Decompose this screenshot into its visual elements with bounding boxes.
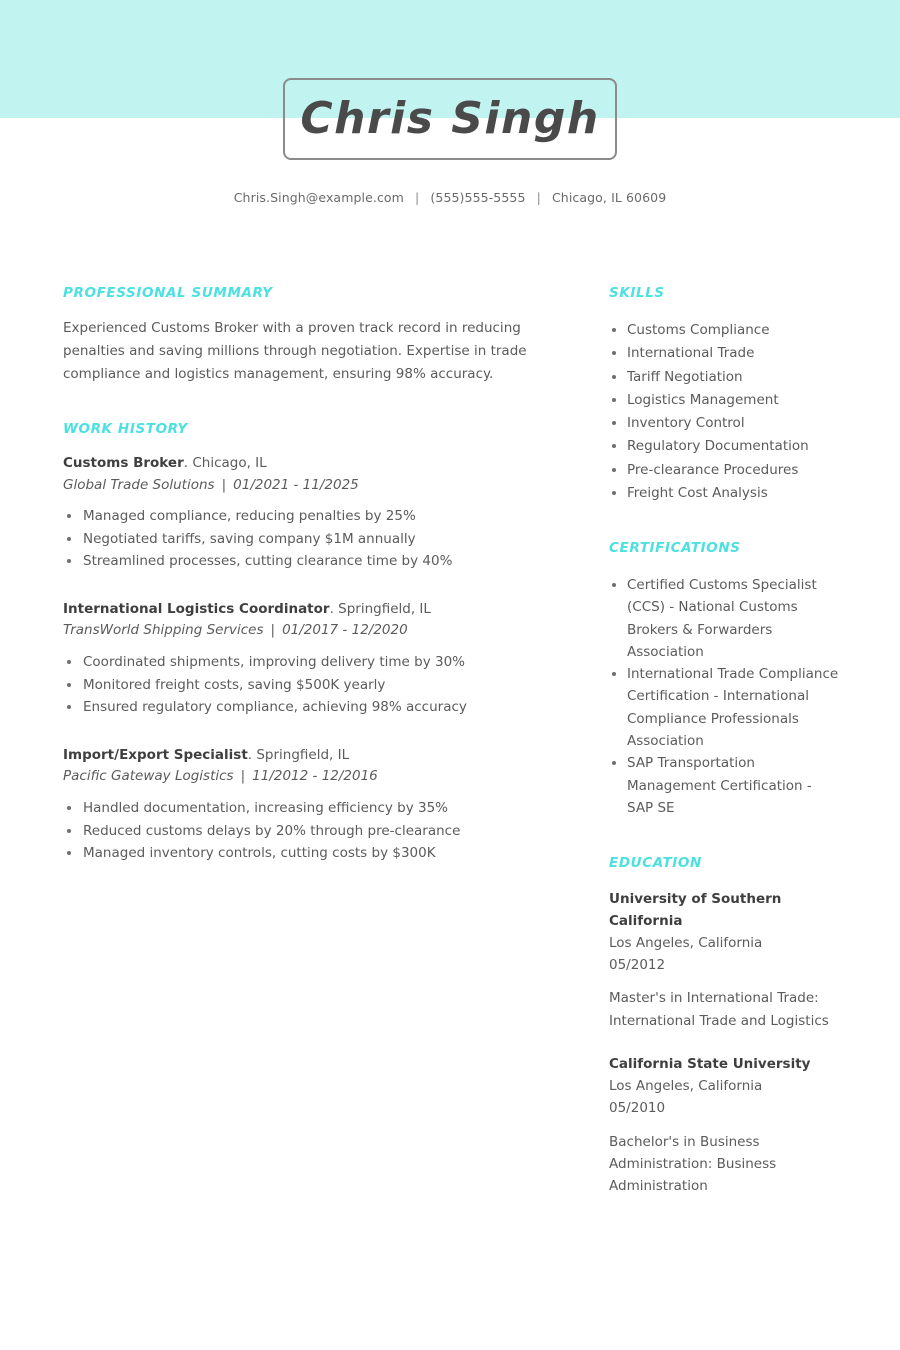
left-column: [63, 285, 533, 898]
job-company: Global Trade Solutions: [63, 476, 215, 493]
certification-item: SAP Transportation Management Certification - SAP SE: [609, 752, 839, 819]
job-bullet: Monitored freight costs, saving $500K yearly: [63, 674, 533, 696]
contact-separator-2: |: [536, 190, 541, 205]
education-degree: Bachelor's in Business Administration: Business Administration: [609, 1133, 777, 1195]
contact-location: Chicago, IL 60609: [551, 190, 667, 205]
section-work-history: [63, 421, 533, 865]
job-dates: 01/2017 - 12/2020: [282, 622, 408, 639]
job-bullet-list: [63, 797, 533, 864]
job-meta-separator: |: [240, 768, 246, 785]
section-heading-education: EDUCATION: [609, 855, 702, 872]
job-title: International Logistics Coordinator: [63, 600, 330, 617]
section-skills: [609, 285, 839, 504]
certifications-list: [609, 574, 839, 819]
education-school: University of Southern California: [609, 891, 782, 929]
job-meta-line: [63, 766, 533, 788]
section-professional-summary: [63, 285, 533, 387]
section-heading-work-history: WORK HISTORY: [63, 420, 188, 437]
section-education: [609, 855, 839, 1197]
skill-item: Logistics Management: [609, 389, 839, 411]
job-meta-line: [63, 620, 533, 642]
education-school: California State University: [609, 1056, 811, 1073]
skill-item: Tariff Negotiation: [609, 366, 839, 388]
page-title: Chris Singh: [300, 93, 600, 144]
job-location: . Springfield, IL: [247, 746, 350, 763]
job-title-line: [63, 599, 533, 621]
job-title-line: [63, 745, 533, 767]
job-bullet: Streamlined processes, cutting clearance time by 40%: [63, 550, 533, 572]
job-bullet: Handled documentation, increasing efficiency by 35%: [63, 797, 533, 819]
job-title-line: [63, 453, 533, 475]
skill-item: Pre-clearance Procedures: [609, 459, 839, 481]
right-column: [609, 285, 839, 1233]
skills-list: [609, 319, 839, 504]
professional-summary-text: Experienced Customs Broker with a proven track record in reducing penalties and saving millions through negotiation. Expertise in trade compliance and logistics management, ensuring 98% accuracy.: [63, 320, 527, 383]
job-title: Customs Broker: [63, 454, 184, 471]
job-bullet: Negotiated tariffs, saving company $1M annually: [63, 528, 533, 550]
job-title: Import/Export Specialist: [63, 746, 248, 763]
skill-item: Regulatory Documentation: [609, 435, 839, 457]
education-date: 05/2012: [609, 956, 666, 973]
contact-phone[interactable]: (555)555-5555: [430, 190, 526, 205]
education-degree: Master's in International Trade: International Trade and Logistics: [609, 990, 829, 1029]
skill-item: Freight Cost Analysis: [609, 482, 839, 504]
job-entry: [63, 599, 533, 719]
job-entry: [63, 745, 533, 865]
certification-item: Certified Customs Specialist (CCS) - National Customs Brokers & Forwarders Association: [609, 574, 839, 663]
job-company: Pacific Gateway Logistics: [63, 768, 234, 785]
certification-item: International Trade Compliance Certification - International Compliance Professionals Association: [609, 663, 839, 752]
job-bullet-list: [63, 505, 533, 572]
job-location: . Chicago, IL: [183, 454, 267, 471]
job-bullet: Reduced customs delays by 20% through pre-clearance: [63, 820, 533, 842]
job-bullet: Managed compliance, reducing penalties by 25%: [63, 505, 533, 527]
contact-email[interactable]: Chris.Singh@example.com: [233, 190, 404, 205]
section-heading-skills: SKILLS: [609, 285, 665, 301]
skill-item: Inventory Control: [609, 412, 839, 434]
job-entry: [63, 453, 533, 573]
job-bullet: Coordinated shipments, improving delivery time by 30%: [63, 651, 533, 673]
section-heading-certifications: CERTIFICATIONS: [609, 540, 741, 557]
education-place: Los Angeles, California: [609, 1077, 763, 1094]
education-date: 05/2010: [609, 1099, 666, 1116]
job-bullet-list: [63, 651, 533, 718]
name-box: [283, 78, 617, 160]
job-meta-separator: |: [221, 476, 227, 493]
education-entry: [609, 889, 839, 1032]
education-place: Los Angeles, California: [609, 934, 763, 951]
job-location: . Springfield, IL: [329, 600, 431, 617]
skill-item: International Trade: [609, 342, 839, 364]
contact-separator-1: |: [415, 190, 420, 205]
section-certifications: [609, 540, 839, 819]
job-dates: 11/2012 - 12/2016: [252, 768, 378, 785]
job-meta-line: [63, 475, 533, 497]
job-company: TransWorld Shipping Services: [63, 622, 264, 639]
job-meta-separator: |: [270, 622, 276, 639]
job-bullet: Ensured regulatory compliance, achieving 98% accuracy: [63, 696, 533, 718]
contact-line: [0, 190, 900, 205]
education-entry: [609, 1054, 839, 1197]
section-heading-professional-summary: PROFESSIONAL SUMMARY: [63, 285, 273, 301]
skill-item: Customs Compliance: [609, 319, 839, 341]
job-bullet: Managed inventory controls, cutting costs by $300K: [63, 842, 533, 864]
job-dates: 01/2021 - 11/2025: [233, 476, 359, 493]
